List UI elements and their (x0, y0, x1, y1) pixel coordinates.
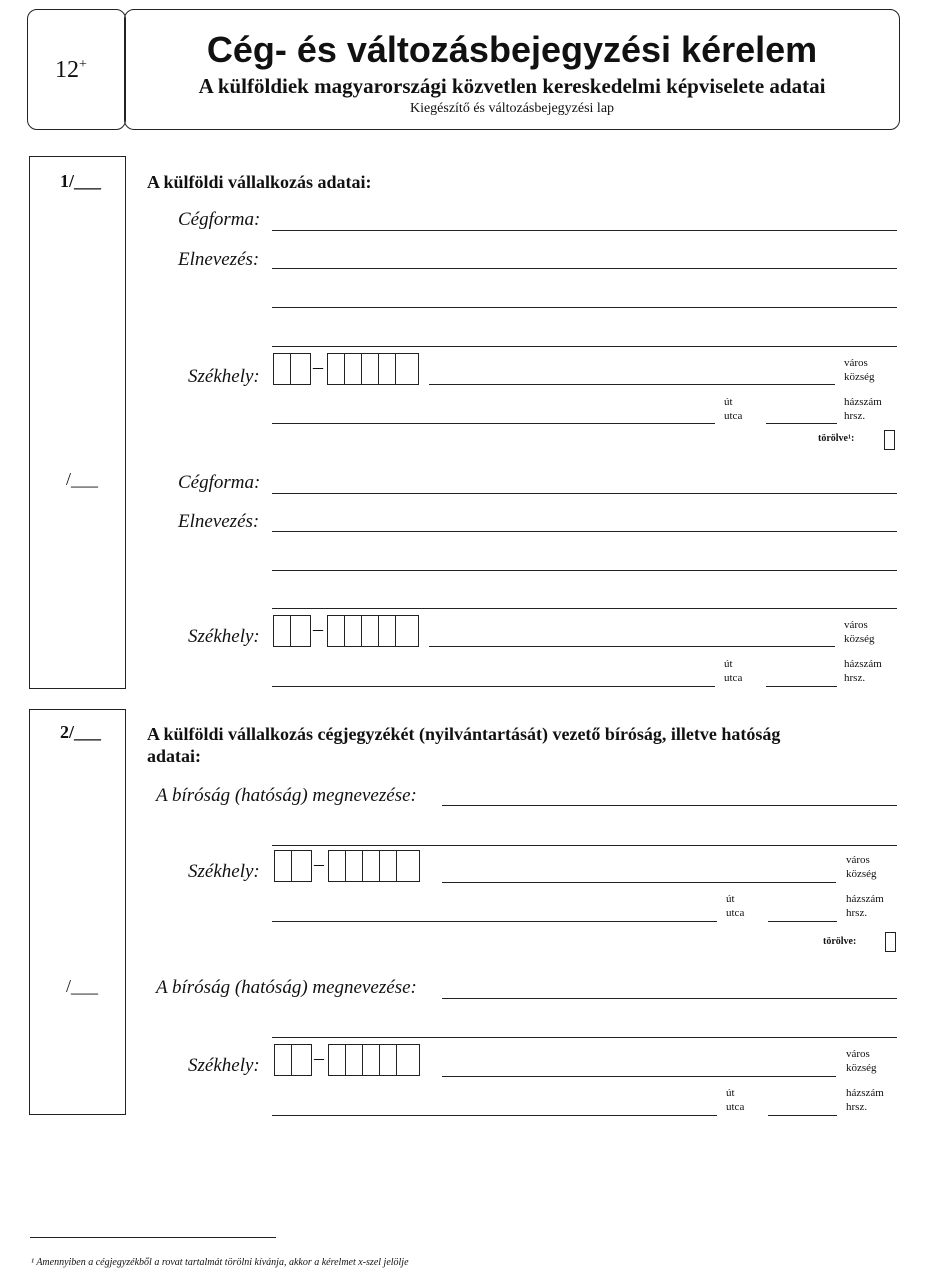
court-2-house-number-field[interactable] (768, 1115, 837, 1116)
postal-code-2-part2[interactable] (327, 615, 419, 647)
village-text: község (846, 868, 877, 880)
court-postal-dash: – (314, 853, 324, 875)
court-field-line-1[interactable] (442, 805, 897, 806)
court-house-number-field[interactable] (768, 921, 837, 922)
village-text: község (844, 633, 875, 645)
postal-dash: – (313, 356, 323, 378)
house-number-text: házszám (846, 1087, 884, 1099)
lot-number-text: hrsz. (846, 907, 868, 919)
footnote-divider (30, 1237, 276, 1238)
house-number-field-2[interactable] (766, 686, 837, 687)
court-2-postal-dash: – (314, 1047, 324, 1069)
court-street-label (726, 892, 744, 920)
lot-number-text: hrsz. (846, 1101, 868, 1113)
road-text: út (724, 658, 733, 670)
form-number (55, 57, 87, 84)
court-2-city-field[interactable] (442, 1076, 836, 1077)
street-field-2[interactable] (272, 686, 715, 687)
court-2-postal-part2[interactable] (328, 1044, 420, 1076)
court-2-postal-part1[interactable] (274, 1044, 312, 1076)
street-text: utca (724, 672, 743, 684)
section2-number-box (29, 709, 126, 1115)
deleted-label-1: törölve¹: (818, 433, 855, 444)
city-text: város (844, 619, 868, 631)
page-subtitle: A külföldiek magyarországi közvetlen kereskedelmi képviselete adatai (198, 74, 826, 98)
city-label (844, 356, 875, 384)
name-field-line-2[interactable] (272, 307, 897, 308)
deleted-checkbox-1[interactable] (884, 430, 895, 450)
village-text: község (844, 371, 875, 383)
section1-sub-number: /___ (66, 469, 99, 489)
court-postal-part1[interactable] (274, 850, 312, 882)
street-text: utca (726, 907, 745, 919)
section2-sub-number: /___ (66, 976, 99, 996)
court-seat-label: Székhely: (188, 861, 260, 882)
name-field-line-1[interactable] (272, 268, 897, 269)
company-form-field[interactable] (272, 230, 897, 231)
section1-heading: A külföldi vállalkozás adatai: (147, 172, 372, 192)
footnote: ¹ Amennyiben a cégjegyzékből a rovat tartalmát törölni kívánja, akkor a kérelmet x-szel jelölje (31, 1257, 409, 1268)
court-2-field-line-1[interactable] (442, 998, 897, 999)
house-number-text: házszám (846, 893, 884, 905)
name-field-line-3[interactable] (272, 346, 897, 347)
deleted-label-2: törölve: (823, 936, 857, 947)
postal-dash-2: – (313, 618, 323, 640)
court-postal-part2[interactable] (328, 850, 420, 882)
road-text: út (726, 1087, 735, 1099)
city-label-2 (844, 618, 875, 646)
street-text: utca (724, 410, 743, 422)
form-number-sup: + (79, 57, 87, 72)
court-house-number-label (846, 892, 884, 920)
company-form-label-2: Cégforma: (178, 472, 261, 493)
road-text: út (726, 893, 735, 905)
court-street-field[interactable] (272, 921, 717, 922)
street-text: utca (726, 1101, 745, 1113)
section2-number: 2/___ (60, 722, 102, 742)
name-field-2-line-2[interactable] (272, 570, 897, 571)
street-field[interactable] (272, 423, 715, 424)
court-2-street-label (726, 1086, 744, 1114)
house-number-label (844, 395, 882, 423)
name-label: Elnevezés: (178, 249, 260, 270)
street-label-2 (724, 657, 742, 685)
page-title: Cég- és változásbejegyzési kérelem (206, 29, 818, 70)
city-field-2[interactable] (429, 646, 835, 647)
house-number-label-2 (844, 657, 882, 685)
court-2-field-line-2[interactable] (272, 1037, 897, 1038)
company-form-label: Cégforma: (178, 209, 261, 230)
court-city-label (846, 853, 877, 881)
city-text: város (846, 854, 870, 866)
court-label-2: A bíróság (hatóság) megnevezése: (156, 977, 417, 998)
section1-number-box (29, 156, 126, 689)
lot-number-text: hrsz. (844, 410, 866, 422)
seat-label-2: Székhely: (188, 626, 260, 647)
name-field-2-line-1[interactable] (272, 531, 897, 532)
city-text: város (846, 1048, 870, 1060)
postal-code-2-part1[interactable] (273, 615, 311, 647)
court-city-field[interactable] (442, 882, 836, 883)
page-caption: Kiegészítő és változásbejegyzési lap (409, 101, 615, 116)
postal-code-part1[interactable] (273, 353, 311, 385)
street-label (724, 395, 742, 423)
city-field[interactable] (429, 384, 835, 385)
section1-number: 1/___ (60, 171, 102, 191)
section2-heading-line2: adatai: (147, 746, 201, 766)
court-label: A bíróság (hatóság) megnevezése: (156, 785, 417, 806)
house-number-text: házszám (844, 658, 882, 670)
deleted-checkbox-2[interactable] (885, 932, 896, 952)
name-field-2-line-3[interactable] (272, 608, 897, 609)
seat-label: Székhely: (188, 366, 260, 387)
city-text: város (844, 357, 868, 369)
court-2-street-field[interactable] (272, 1115, 717, 1116)
company-form-field-2[interactable] (272, 493, 897, 494)
court-2-house-number-label (846, 1086, 884, 1114)
court-2-city-label (846, 1047, 877, 1075)
road-text: út (724, 396, 733, 408)
name-label-2: Elnevezés: (178, 511, 260, 532)
village-text: község (846, 1062, 877, 1074)
court-field-line-2[interactable] (272, 845, 897, 846)
house-number-field[interactable] (766, 423, 837, 424)
section2-heading-line1: A külföldi vállalkozás cégjegyzékét (nyilvántartását) vezető bíróság, illetve hatóság (147, 724, 781, 744)
court-seat-label-2: Székhely: (188, 1055, 260, 1076)
postal-code-part2[interactable] (327, 353, 419, 385)
lot-number-text: hrsz. (844, 672, 866, 684)
form-number-text: 12 (55, 57, 79, 83)
house-number-text: házszám (844, 396, 882, 408)
